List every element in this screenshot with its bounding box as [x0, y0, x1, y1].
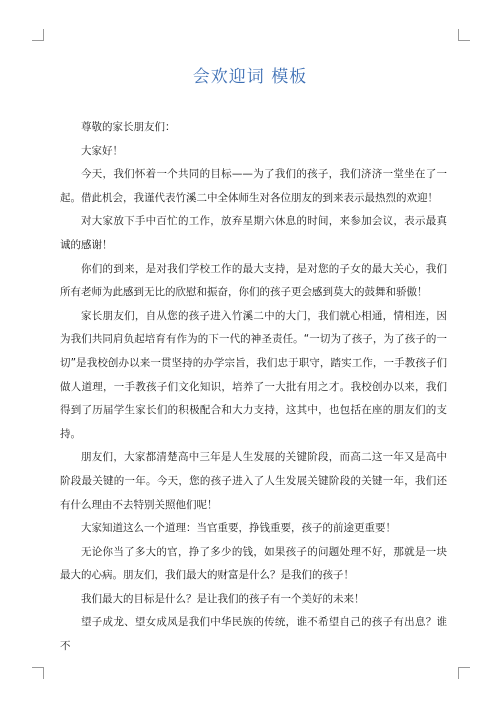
- paragraph: 对大家放下手中百忙的工作，放弃星期六休息的时间，来参加会议，表示最真诚的感谢！: [60, 215, 447, 251]
- document-title: 会欢迎词 模板: [192, 67, 308, 87]
- paragraph-salutation: 尊敬的家长朋友们：: [81, 121, 176, 133]
- document-body: [60, 116, 447, 659]
- crop-mark-bottom-left: [32, 667, 44, 679]
- crop-mark-top-left: [32, 29, 44, 41]
- paragraph: 我们最大的目标是什么？是让我们的孩子有一个美好的未来！: [81, 592, 365, 605]
- paragraph: 家长朋友们，自从您的孩子进入竹溪二中的大门，我们就心相通，情相连，因为我们共同肩负起培育有作为的下一代的神圣责任。“一切为了孩子，为了孩子的一切”是我校创办以来一贯坚持的办学宗旨，我们忠于职守，踏实工作，一手教孩子们做人道理，一手教孩子们文化知识，培养了一大批有用之才。我校创办以来，我们得到了历届学生家长们的积极配合和大力支持，这其中，也包括在座的朋友们的支持。: [60, 309, 447, 440]
- paragraph-greeting: 大家好！: [81, 144, 123, 157]
- paragraph: 朋友们，大家都清楚高中三年是人生发展的关键阶段，而高二这一年又是高中阶段最关键的一年。今天，您的孩子进入了人生发展关键阶段的关键一年，我们还有什么理由不去特别关照他们呢！: [60, 451, 447, 511]
- crop-mark-bottom-right: [458, 667, 470, 679]
- paragraph: 无论你当了多大的官，挣了多少的钱，如果孩子的问题处理不好，那就是一块最大的心病。朋友们，我们最大的财富是什么？是我们的孩子！: [60, 545, 447, 582]
- paragraph: 望子成龙、望女成凤是我们中华民族的传统，谁不希望自己的孩子有出息？谁不: [60, 616, 447, 653]
- crop-mark-top-right: [458, 29, 470, 41]
- paragraph: 大家知道这么一个道理：当官重要，挣钱重要，孩子的前途更重要！: [81, 522, 396, 535]
- paragraph: 今天，我们怀着一个共同的目标——为了我们的孩子，我们济济一堂坐在了一起。借此机会，我谨代表竹溪二中全体师生对各位朋友的到来表示最热烈的欢迎！: [60, 168, 447, 204]
- paragraph: 你们的到来，是对我们学校工作的最大支持，是对您的子女的最大关心，我们所有老师为此感到无比的欣慰和振奋，你们的孩子更会感到莫大的鼓舞和骄傲！: [60, 262, 447, 299]
